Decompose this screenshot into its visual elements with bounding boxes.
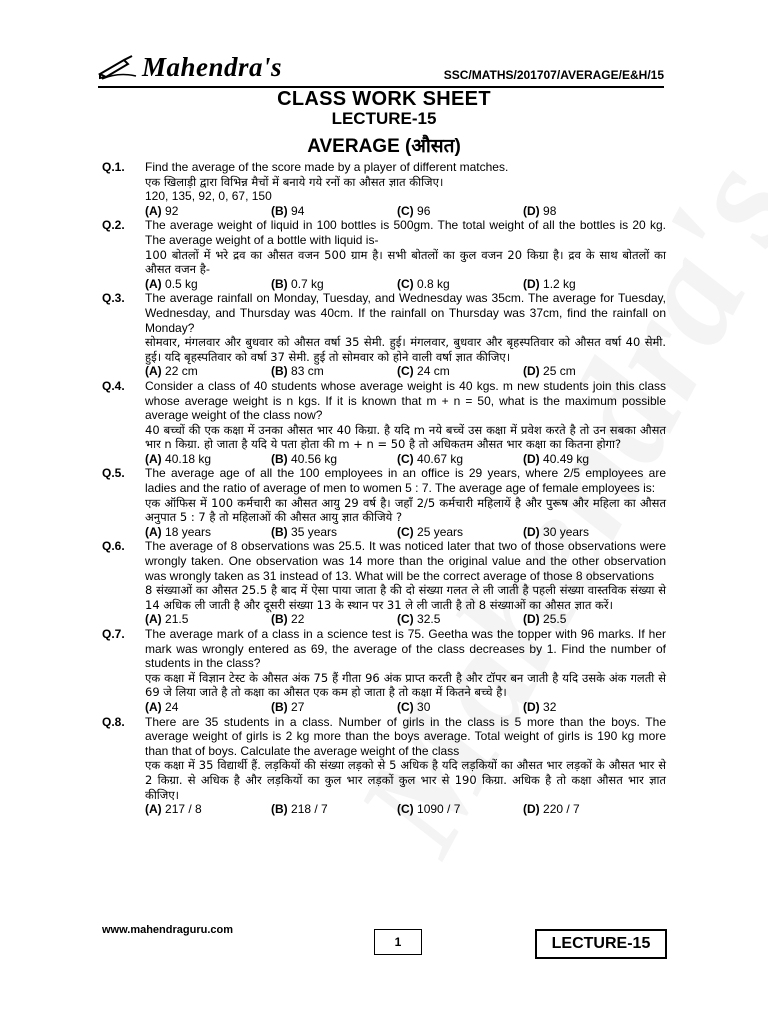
answer-option (397, 700, 523, 715)
answer-option (523, 525, 649, 540)
question-item (102, 539, 666, 627)
option-key: (C) (397, 203, 414, 218)
question-text-english: The average of 8 observations was 25.5. It was noticed later that two of those observations were wrongly taken. One observation was 14 more than the original value and the other observation was wrongly taken as 31 instead of 13. What will be the correct average of those 8 observations (145, 539, 666, 583)
option-key: (B) (271, 699, 288, 714)
option-value: 30 (417, 699, 431, 714)
question-text-english: The average age of all the 100 employees in an office is 29 years, where 2/5 employees are ladies and the ratio of average of men to women 5 : 7. The average age of female employees is: (145, 466, 666, 496)
option-value: 24 cm (417, 364, 450, 379)
option-key: (B) (271, 524, 288, 539)
option-value: 40.56 kg (291, 451, 338, 466)
option-value: 40.18 kg (165, 451, 212, 466)
option-value: 98 (543, 203, 557, 218)
option-key: (C) (397, 524, 414, 539)
option-key: (B) (271, 802, 288, 817)
option-value: 1.2 kg (543, 276, 576, 291)
option-value: 1090 / 7 (417, 802, 461, 817)
website-link[interactable]: www.mahendraguru.com (102, 924, 234, 936)
answer-option (397, 612, 523, 627)
question-list (102, 160, 666, 817)
question-body (145, 715, 666, 817)
answer-options (145, 700, 666, 715)
question-text-hindi: एक ऑफिस में 100 कर्मचारी का औसत आयु 29 वर्ष है। जहाँ 2/5 कर्मचारी महिलायें है और पुरूष और महिला का औसत अनुपात 5 : 7 है तो महिलाओं की औसत आयु ज्ञात कीजिये ? (145, 495, 666, 525)
answer-option (271, 277, 397, 292)
question-body (145, 218, 666, 291)
option-value: 0.5 kg (165, 276, 198, 291)
question-item (102, 160, 666, 218)
option-value: 83 cm (291, 364, 324, 379)
answer-options (145, 802, 666, 817)
question-text-hindi: 100 बोतलों में भरे द्रव का औसत वजन 500 ग्राम है। सभी बोतलों का कुल वजन 20 किग्रा है। द्रव के साथ बोतलों का औसत वजन है- (145, 247, 666, 277)
question-item (102, 627, 666, 715)
page-number: 1 (374, 929, 422, 955)
page-title: CLASS WORK SHEET (277, 88, 491, 110)
question-body (145, 539, 666, 627)
option-value: 0.7 kg (291, 276, 324, 291)
option-value: 32 (543, 699, 557, 714)
answer-option (271, 612, 397, 627)
option-key: (B) (271, 203, 288, 218)
option-key: (B) (271, 364, 288, 379)
option-key: (D) (523, 612, 540, 627)
answer-options (145, 525, 666, 540)
footer-lecture-label: LECTURE-15 (535, 929, 667, 959)
option-key: (A) (145, 276, 162, 291)
option-value: 92 (165, 203, 179, 218)
option-key: (A) (145, 699, 162, 714)
option-value: 25 cm (543, 364, 576, 379)
option-key: (A) (145, 612, 162, 627)
question-text-hindi: 40 बच्चों की एक कक्षा में उनका औसत भार 40 किग्रा. है यदि m नये बच्चें उस कक्षा में प्रवेश करते है तो उन सबका औसत भार n किग्रा. हो जाता है यदि ये पता होता की m + n = 50 है तो अधिकतम औसत भार कक्षा का कितना होगा? (145, 422, 666, 452)
question-number: Q.6. (102, 539, 125, 554)
option-key: (A) (145, 451, 162, 466)
answer-option (397, 525, 523, 540)
answer-option (523, 452, 649, 467)
answer-option (145, 452, 271, 467)
question-text-english: Find the average of the score made by a player of different matches. (145, 160, 509, 174)
option-key: (D) (523, 524, 540, 539)
question-text-hindi: एक कक्षा में 35 विद्यार्थी हैं. लड़कियों की संख्या लड़को से 5 अधिक है यदि लड़कियों का औसत भार लड़कों के औसत भार से 2 किग्रा. से अधिक है और लड़कियों का कुल भार लड़कों कुल भार से 190 किग्रा. अधिक है तो कक्षा औसत भार ज्ञात कीजिए। (145, 758, 666, 802)
lecture-title: LECTURE-15 (331, 109, 437, 128)
answer-option (397, 802, 523, 817)
option-key: (D) (523, 203, 540, 218)
option-value: 94 (291, 203, 305, 218)
option-value: 220 / 7 (543, 802, 580, 817)
answer-options (145, 277, 666, 292)
question-number: Q.8. (102, 714, 125, 729)
question-number: Q.1. (102, 160, 125, 174)
question-item (102, 218, 666, 291)
question-number: Q.5. (102, 466, 125, 481)
option-key: (A) (145, 364, 162, 379)
answer-option (397, 364, 523, 379)
option-key: (A) (145, 802, 162, 817)
answer-option (145, 802, 271, 817)
option-value: 24 (165, 699, 179, 714)
question-text-english: There are 35 students in a class. Number of girls in the class is 5 more than the boys. The average weight of girls is 2 kg more than the boys average. Total weight of girls is 190 kg more than that of boys. Calculate the average weight of the class (145, 714, 666, 758)
option-value: 0.8 kg (417, 276, 450, 291)
option-value: 32.5 (417, 612, 441, 627)
question-text-english: The average rainfall on Monday, Tuesday, and Wednesday was 35cm. The average for Tuesday, Wednesday, and Thursday was 40cm. If the rainfall on Thursday was 37cm, find the rainfall on Monday? (145, 291, 666, 335)
question-item (102, 715, 666, 817)
option-key: (C) (397, 699, 414, 714)
option-key: (B) (271, 276, 288, 291)
question-body (145, 466, 666, 539)
question-text-hindi: एक खिलाड़ी द्वारा विभिन्न मैचों में बनाये गये रनों का औसत ज्ञात कीजिए। (145, 174, 444, 189)
brand-name: Mahendra's (142, 52, 283, 82)
option-value: 27 (291, 699, 305, 714)
question-text-hindi: 8 संख्याओं का औसत 25.5 है बाद में ऐसा पाया जाता है की दो संख्या गलत ले ली जाती है पहली संख्या वास्तविक संख्या से 14 अधिक ली जाती है और दूसरी संख्या 13 के स्थान पर 31 ले ली जाती है तो 8 संख्याओं का औसत ज्ञात करें। (145, 583, 666, 612)
question-item (102, 291, 666, 379)
option-key: (D) (523, 276, 540, 291)
option-key: (D) (523, 699, 540, 714)
option-value: 21.5 (165, 612, 189, 627)
option-key: (B) (271, 612, 288, 627)
option-key: (D) (523, 451, 540, 466)
option-value: 96 (417, 203, 431, 218)
option-value: 40.49 kg (543, 451, 590, 466)
option-key: (A) (145, 203, 162, 218)
answer-options (145, 612, 666, 627)
option-value: 30 years (543, 524, 590, 539)
answer-option (523, 700, 649, 715)
option-key: (C) (397, 802, 414, 817)
question-text-hindi: एक कक्षा में विज्ञान टेस्ट के औसत अंक 75 हैं गीता 96 अंक प्राप्त करती है और टॉपर बन जाती है यदि उसके अंक गलती से 69 जे लिया जाते है तो कक्षा का औसत एक कम हो जाता है तो कक्षा में कितने बच्चे है। (145, 670, 666, 700)
answer-option (271, 204, 397, 219)
question-item (102, 379, 666, 467)
question-text-english: Consider a class of 40 students whose average weight is 40 kgs. m new students join this class whose average weight is n kgs. If it is known that m + n = 50, what is the maximum possible average weight of the class now? (145, 378, 666, 423)
answer-option (397, 204, 523, 219)
answer-option (145, 204, 271, 219)
answer-option (523, 277, 649, 292)
answer-option (271, 452, 397, 467)
document-code: SSC/MATHS/201707/AVERAGE/E&H/15 (443, 68, 664, 82)
question-body (145, 379, 666, 467)
option-key: (C) (397, 612, 414, 627)
option-value: 217 / 8 (165, 802, 202, 817)
answer-options (145, 364, 666, 379)
answer-option (397, 452, 523, 467)
answer-option (271, 700, 397, 715)
answer-option (271, 364, 397, 379)
answer-option (271, 525, 397, 540)
answer-option (145, 277, 271, 292)
answer-option (397, 277, 523, 292)
question-text-english: The average weight of liquid in 100 bottles is 500gm. The total weight of all the bottles is 20 kg. The average weight of a bottle with liquid is- (145, 218, 666, 247)
answer-options (145, 452, 666, 467)
option-value: 18 years (165, 524, 212, 539)
question-text-hindi: सोमवार, मंगलवार और बुधवार को औसत वर्षा 35 सेमी. हुई। मंगलवार, बुधवार और बृहस्पतिवार को औसत वर्षा 40 सेमी. हुई। यदि बृहस्पतिवार को वर्षा 37 सेमी. हुई तो सोमवार को होने वाली वर्षा ज्ञात कीजिए। (145, 335, 666, 364)
answer-option (523, 204, 649, 219)
question-body (145, 291, 666, 379)
option-value: 22 cm (165, 364, 198, 379)
option-key: (C) (397, 364, 414, 379)
option-key: (D) (523, 802, 540, 817)
option-key: (C) (397, 451, 414, 466)
answer-option (145, 612, 271, 627)
question-number: Q.2. (102, 218, 125, 233)
question-number: Q.7. (102, 627, 125, 641)
option-key: (C) (397, 276, 414, 291)
option-value: 25.5 (543, 612, 567, 627)
question-number: Q.4. (102, 378, 125, 393)
option-key: (A) (145, 524, 162, 539)
option-key: (D) (523, 364, 540, 379)
option-key: (B) (271, 451, 288, 466)
option-value: 22 (291, 612, 305, 627)
answer-option (145, 525, 271, 540)
question-number: Q.3. (102, 291, 125, 306)
question-text-english: The average mark of a class in a science test is 75. Geetha was the topper with 96 marks. If her mark was wrongly entered as 69, the average of the class decreases by 1. Find the number of students in the class? (145, 627, 666, 671)
question-body (145, 160, 666, 218)
question-body (145, 627, 666, 715)
topic-title: AVERAGE (औसत) (307, 136, 461, 157)
answer-options (145, 204, 666, 219)
answer-option (523, 612, 649, 627)
option-value: 25 years (417, 524, 464, 539)
answer-option (523, 802, 649, 817)
option-value: 40.67 kg (417, 451, 464, 466)
pen-icon (98, 54, 138, 80)
answer-option (523, 364, 649, 379)
question-item (102, 466, 666, 539)
answer-option (145, 700, 271, 715)
answer-option (271, 802, 397, 817)
brand-logo (98, 54, 282, 80)
option-value: 35 years (291, 524, 338, 539)
option-value: 218 / 7 (291, 802, 328, 817)
question-data: 120, 135, 92, 0, 67, 150 (145, 189, 272, 204)
answer-option (145, 364, 271, 379)
